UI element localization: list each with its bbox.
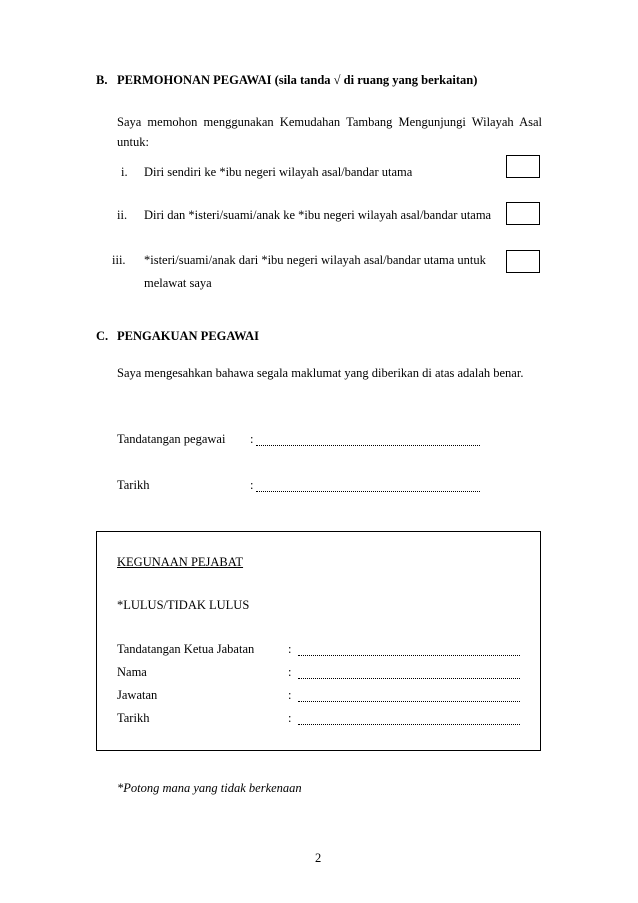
- section-b-intro-line2: untuk:: [117, 135, 149, 149]
- name-label: Nama: [117, 665, 147, 679]
- option-3-checkbox[interactable]: [506, 250, 540, 273]
- position-label: Jawatan: [117, 688, 158, 702]
- option-2-text: Diri dan *isteri/suami/anak ke *ibu negeri wilayah asal/bandar utama: [144, 208, 492, 222]
- employee-date-line[interactable]: [256, 491, 480, 492]
- approval-status: *LULUS/TIDAK LULUS: [117, 598, 250, 612]
- office-date-colon: :: [288, 711, 292, 725]
- head-signature-label: Tandatangan Ketua Jabatan: [117, 642, 255, 656]
- employee-signature-label: Tandatangan pegawai: [117, 432, 226, 446]
- name-colon: :: [288, 665, 292, 679]
- option-1-checkbox[interactable]: [506, 155, 540, 178]
- office-date-label: Tarikh: [117, 711, 150, 725]
- section-b-title: PERMOHONAN PEGAWAI (sila tanda √ di ruang yang berkaitan): [117, 73, 478, 87]
- option-3-text: *isteri/suami/anak dari *ibu negeri wilayah asal/bandar utama untuk: [144, 253, 486, 267]
- section-c-statement: Saya mengesahkan bahawa segala maklumat yang diberikan di atas adalah benar.: [117, 366, 524, 380]
- employee-date-label: Tarikh: [117, 478, 150, 492]
- name-line[interactable]: [298, 678, 520, 679]
- option-1-number: i.: [121, 165, 128, 179]
- head-signature-colon: :: [288, 642, 292, 656]
- office-use-title: KEGUNAAN PEJABAT: [117, 555, 244, 569]
- head-signature-line[interactable]: [298, 655, 520, 656]
- option-3-text-line2: melawat saya: [144, 276, 212, 290]
- footnote: *Potong mana yang tidak berkenaan: [117, 781, 302, 795]
- section-b-intro-line1: Saya memohon menggunakan Kemudahan Tambang Mengunjungi Wilayah Asal: [117, 115, 542, 129]
- option-3-number: iii.: [112, 253, 126, 267]
- section-c-label: C.: [96, 329, 109, 343]
- employee-date-colon: :: [250, 478, 254, 492]
- option-1-text: Diri sendiri ke *ibu negeri wilayah asal/bandar utama: [144, 165, 413, 179]
- page-number: 2: [315, 851, 322, 865]
- employee-signature-colon: :: [250, 432, 254, 446]
- position-line[interactable]: [298, 701, 520, 702]
- option-2-checkbox[interactable]: [506, 202, 540, 225]
- section-c-title: PENGAKUAN PEGAWAI: [117, 329, 260, 343]
- office-date-line[interactable]: [298, 724, 520, 725]
- section-b-label: B.: [96, 73, 108, 87]
- option-2-number: ii.: [117, 208, 128, 222]
- position-colon: :: [288, 688, 292, 702]
- employee-signature-line[interactable]: [256, 445, 480, 446]
